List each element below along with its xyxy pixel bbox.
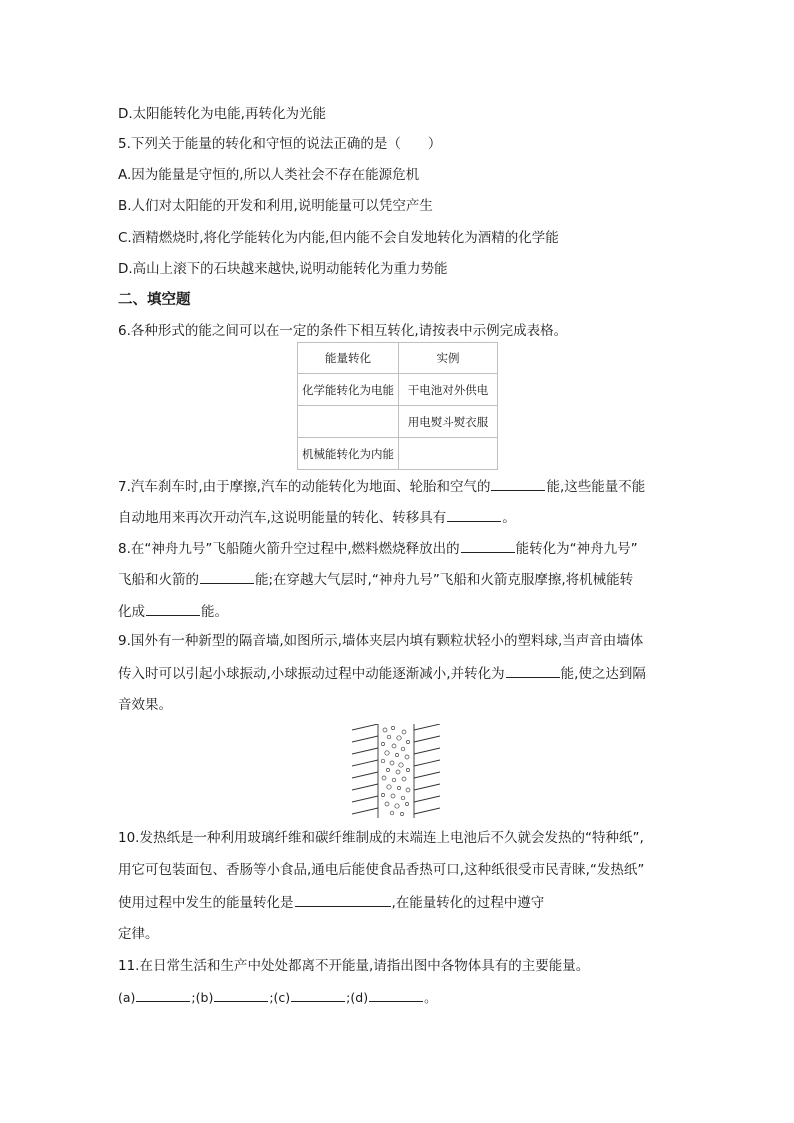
table-cell: 机械能转化为内能 (298, 438, 399, 470)
q9-text: 传入时可以引起小球振动,小球振动过程中动能逐渐减小,并转化为 (118, 666, 505, 682)
q10-line-2: 用它可包装面包、香肠等小食品,通电后能使食品香热可口,这种纸很受市民青睐,“发热纸” (118, 862, 645, 878)
answer-blank[interactable] (295, 893, 391, 907)
q10-text: 使用过程中发生的能量转化是 (118, 895, 294, 911)
q8-text: 能;在穿越大气层时,“神舟九号”飞船和火箭克服摩擦,将机械能转 (255, 572, 634, 588)
table-cell-blank[interactable] (399, 438, 498, 470)
q7-line-2 (118, 508, 516, 527)
answer-blank[interactable] (369, 988, 423, 1002)
answer-blank[interactable] (214, 988, 268, 1002)
q6-stem: 6.各种形式的能之间可以在一定的条件下相互转化,请按表中示例完成表格。 (118, 323, 568, 339)
table-row (298, 406, 498, 438)
q7-text: 。 (502, 510, 516, 526)
q11-label-c: ;(c) (269, 990, 291, 1005)
q10-text: ,在能量转化的过程中遵守 (391, 895, 545, 911)
table-row (298, 438, 498, 470)
q11-label-a: (a) (118, 990, 136, 1005)
answer-blank[interactable] (291, 988, 345, 1002)
q5-option-d: D.高山上滚下的石块越来越快,说明动能转化为重力势能 (118, 261, 448, 277)
right-hatched-wall (414, 724, 440, 818)
q7-text: 能,这些能量不能 (546, 479, 646, 495)
q10-line-3 (118, 893, 544, 912)
q7-line-1 (118, 477, 645, 496)
table-row (298, 374, 498, 406)
q11-stem: 11.在日常生活和生产中处处都离不开能量,请指出图中各物体具有的主要能量。 (118, 958, 590, 974)
table-header-cell: 能量转化 (298, 343, 399, 374)
q8-text: 化成 (118, 604, 145, 620)
soundproof-wall-figure (352, 724, 442, 818)
q11-label-d: ;(d) (346, 990, 369, 1005)
answer-blank[interactable] (200, 570, 254, 584)
answer-blank[interactable] (506, 664, 560, 678)
answer-blank[interactable] (447, 508, 501, 522)
q7-text: 7.汽车刹车时,由于摩擦,汽车的动能转化为地面、轮胎和空气的 (118, 479, 491, 495)
q5-stem: 5.下列关于能量的转化和守恒的说法正确的是（ ） (118, 136, 442, 152)
q11-label-b: ;(b) (191, 990, 214, 1005)
answer-blank[interactable] (146, 602, 200, 616)
q9-line-1: 9.国外有一种新型的隔音墙,如图所示,墙体夹层内填有颗粒状轻小的塑料球,当声音由墙体 (118, 633, 644, 649)
q10-line-1: 10.发热纸是一种利用玻璃纤维和碳纤维制成的末端连上电池后不久就会发热的“特种纸”, (118, 830, 644, 846)
q7-text: 自动地用来再次开动汽车,这说明能量的转化、转移具有 (118, 510, 447, 526)
q5-option-c: C.酒精燃烧时,将化学能转化为内能,但内能不会自发地转化为酒精的化学能 (118, 230, 559, 246)
table-cell: 用电熨斗熨衣服 (399, 406, 498, 438)
answer-blank[interactable] (461, 539, 515, 553)
q5-option-a: A.因为能量是守恒的,所以人类社会不存在能源危机 (118, 167, 420, 183)
q8-text: 8.在“神舟九号”飞船随火箭升空过程中,燃料燃烧释放出的 (118, 541, 460, 557)
left-hatched-wall (352, 724, 378, 818)
table-cell: 化学能转化为电能 (298, 374, 399, 406)
q11-answers (118, 988, 437, 1007)
q9-line-2 (118, 664, 646, 683)
q5-option-b: B.人们对太阳能的开发和利用,说明能量可以凭空产生 (118, 198, 433, 214)
q8-line-1 (118, 539, 638, 558)
energy-conversion-table (297, 342, 498, 470)
table-cell: 干电池对外供电 (399, 374, 498, 406)
line-q4-option-d: D.太阳能转化为电能,再转化为光能 (118, 106, 326, 122)
q8-text: 能。 (201, 604, 228, 620)
table-header-cell: 实例 (399, 343, 498, 374)
section-heading: 二、填空题 (118, 292, 191, 308)
q8-text: 飞船和火箭的 (118, 572, 199, 588)
answer-blank[interactable] (491, 477, 545, 491)
q8-line-2 (118, 570, 633, 589)
table-cell-blank[interactable] (298, 406, 399, 438)
q10-line-4: 定律。 (118, 926, 159, 942)
q11-end: 。 (424, 990, 437, 1005)
q8-line-3 (118, 602, 228, 621)
table-header-row (298, 343, 498, 374)
q8-text: 能转化为“神舟九号” (515, 541, 638, 557)
plastic-balls (381, 726, 410, 815)
q9-line-3: 音效果。 (118, 697, 172, 713)
q9-text: 能,使之达到隔 (560, 666, 646, 682)
answer-blank[interactable] (136, 988, 190, 1002)
